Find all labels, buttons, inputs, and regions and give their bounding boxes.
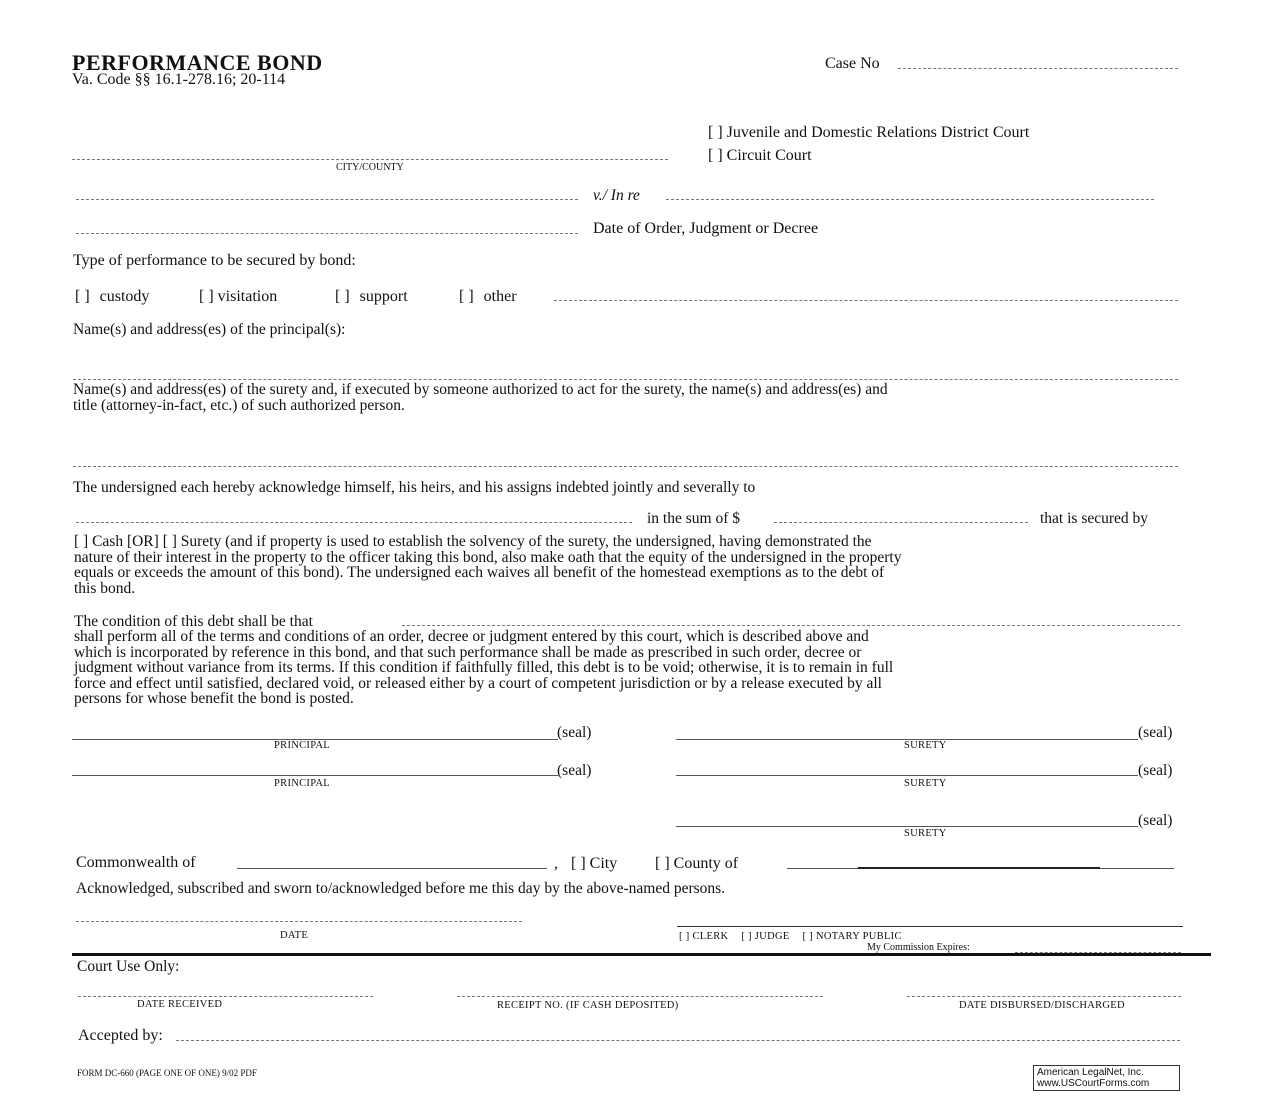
seal-label: (seal) <box>1138 762 1173 779</box>
bond-amount-field[interactable] <box>774 522 1028 523</box>
condition-party-field[interactable] <box>402 625 1180 626</box>
party-one-field[interactable] <box>76 199 578 200</box>
performance-option-other[interactable] <box>459 288 517 306</box>
principal-signature-line-2[interactable] <box>72 775 558 776</box>
acknowledgment-date-field[interactable] <box>76 921 522 922</box>
case-no-label: Case No <box>825 55 880 72</box>
custody-label: custody <box>99 288 150 305</box>
performance-option-support[interactable] <box>335 288 408 306</box>
court-option-circuit[interactable] <box>708 147 812 165</box>
checkbox-county[interactable]: [ ] <box>655 855 670 872</box>
date-received-caption: DATE RECEIVED <box>137 999 223 1010</box>
city-county-field[interactable] <box>72 159 668 160</box>
date-caption: DATE <box>280 930 309 941</box>
publisher-name: American LegalNet, Inc. <box>1037 1067 1144 1078</box>
court-use-divider <box>72 953 1211 956</box>
commonwealth-city-field[interactable] <box>237 868 547 869</box>
checkbox-cash[interactable]: [ ] <box>74 533 89 550</box>
city-label: City <box>589 855 618 872</box>
checkbox-jdr[interactable]: [ ] <box>708 124 723 141</box>
condition-paragraph <box>74 629 1186 707</box>
party-two-field[interactable] <box>666 199 1154 200</box>
cash-label: Cash [OR] <box>92 533 159 550</box>
other-performance-field[interactable] <box>554 300 1178 301</box>
checkbox-circuit[interactable]: [ ] <box>708 147 723 164</box>
city-option[interactable] <box>571 855 617 873</box>
statute-reference: Va. Code §§ 16.1-278.16; 20-114 <box>72 71 286 88</box>
date-of-order-field[interactable] <box>76 233 578 234</box>
date-disbursed-caption: DATE DISBURSED/DISCHARGED <box>959 1000 1125 1011</box>
surety-signature-line-2[interactable] <box>676 775 1138 776</box>
checkbox-visitation[interactable]: [ ] <box>199 288 214 305</box>
court-option-circuit-label: Circuit Court <box>726 147 812 164</box>
checkbox-clerk[interactable]: [ ] <box>679 931 690 942</box>
receipt-no-field[interactable] <box>457 996 823 997</box>
secured-by-label: that is secured by <box>1040 510 1149 527</box>
date-received-field[interactable] <box>78 996 373 997</box>
visitation-label: visitation <box>217 288 278 305</box>
condition-label: The condition of this debt shall be that <box>74 613 313 630</box>
condition-line-3: which is incorporated by reference in this bond, and that such performance shall be made as prescribed in such order, decree or <box>74 643 862 661</box>
surety-caption-2: SURETY <box>904 778 947 789</box>
surety-text: Surety (and if property is used to establish the solvency of the surety, the undersigned, having demonstrated the <box>180 533 872 550</box>
form-id: FORM DC-660 (PAGE ONE OF ONE) 9/02 PDF <box>77 1068 257 1078</box>
surety-label-line1: Name(s) and address(es) of the surety and, if executed by someone authorized to act for the surety, the name(s) and address(es) and <box>73 381 888 398</box>
condition-line-4: judgment without variance from its terms. If this condition if faithfully filled, this debt is to be void; otherwise, it is to remain in full <box>74 659 894 676</box>
publisher-box <box>1033 1065 1180 1091</box>
checkbox-notary[interactable]: [ ] <box>802 931 814 942</box>
seal-label: (seal) <box>557 762 592 779</box>
performance-option-visitation[interactable] <box>199 288 277 306</box>
county-name-field-overlay <box>858 867 1100 869</box>
obligee-field[interactable] <box>76 522 632 523</box>
court-option-jdr[interactable] <box>708 124 1029 142</box>
commission-expires-label: My Commission Expires: <box>867 942 970 953</box>
publisher-url: www.USCourtForms.com <box>1037 1078 1150 1089</box>
accepted-by-label: Accepted by: <box>78 1027 163 1044</box>
acknowledged-text: Acknowledged, subscribed and sworn to/acknowledged before me this day by the above-named persons. <box>76 880 726 897</box>
other-label: other <box>483 288 517 305</box>
page-title: PERFORMANCE BOND <box>72 50 323 75</box>
comma: , <box>554 855 558 872</box>
notary-label: NOTARY PUBLIC <box>815 931 902 942</box>
receipt-no-caption: RECEIPT NO. (IF CASH DEPOSITED) <box>497 1000 679 1011</box>
condition-line-5: force and effect until satisfied, declared void, or released either by a court of competent jurisdiction or by a release executed by all <box>74 674 882 692</box>
county-label: County of <box>673 855 739 872</box>
checkbox-other[interactable]: [ ] <box>459 288 474 305</box>
performance-option-custody[interactable] <box>75 288 149 306</box>
clerk-label: CLERK <box>692 931 729 942</box>
security-paragraph <box>74 534 1186 596</box>
seal-label: (seal) <box>557 724 592 741</box>
principals-field[interactable] <box>73 379 1178 380</box>
court-use-label: Court Use Only: <box>77 958 180 975</box>
condition-line-2: shall perform all of the terms and conditions of an order, decree or judgment entered by this court, which is described above and <box>74 628 869 645</box>
versus-label: v./ In re <box>593 187 640 204</box>
seal-label: (seal) <box>1138 812 1173 829</box>
principal-caption-2: PRINCIPAL <box>274 778 330 789</box>
judge-label: JUDGE <box>754 931 790 942</box>
security-line-4: this bond. <box>74 579 136 597</box>
checkbox-custody[interactable]: [ ] <box>75 288 90 305</box>
surety-label-line2: title (attorney-in-fact, etc.) of such authorized person. <box>73 397 405 414</box>
checkbox-support[interactable]: [ ] <box>335 288 350 305</box>
officer-signature-line[interactable] <box>677 926 1183 927</box>
sum-label: in the sum of $ <box>647 510 740 527</box>
surety-field[interactable] <box>73 466 1178 467</box>
officer-title-options <box>679 931 902 942</box>
checkbox-judge[interactable]: [ ] <box>741 931 752 942</box>
principals-label: Name(s) and address(es) of the principal(s): <box>73 321 346 338</box>
principal-caption-1: PRINCIPAL <box>274 740 330 751</box>
commonwealth-label: Commonwealth of <box>76 854 196 871</box>
condition-line-6: persons for whose benefit the bond is posted. <box>74 690 354 707</box>
security-line-3: equals or exceeds the amount of this bond). The undersigned each waives all benefit of the homestead exemptions as to the debt of <box>74 564 885 581</box>
date-of-order-label: Date of Order, Judgment or Decree <box>593 220 819 237</box>
surety-caption-3: SURETY <box>904 828 947 839</box>
court-option-jdr-label: Juvenile and Domestic Relations District Court <box>726 124 1030 141</box>
date-disbursed-field[interactable] <box>907 996 1181 997</box>
surety-caption-1: SURETY <box>904 740 947 751</box>
checkbox-surety[interactable]: [ ] <box>162 533 177 550</box>
performance-type-label: Type of performance to be secured by bond: <box>73 252 356 269</box>
case-no-field[interactable] <box>898 68 1178 69</box>
surety-signature-line-3[interactable] <box>676 826 1138 827</box>
city-county-caption: CITY/COUNTY <box>336 162 404 173</box>
seal-label: (seal) <box>1138 724 1173 741</box>
security-line-2: nature of their interest in the property to the officer taking this bond, also make oath that the equity of the undersigned in the property <box>74 548 902 566</box>
indebted-text: The undersigned each hereby acknowledge himself, his heirs, and his assigns indebted jointly and severally to <box>73 479 756 496</box>
support-label: support <box>359 288 408 305</box>
accepted-by-field[interactable] <box>176 1040 1180 1041</box>
county-option[interactable] <box>655 855 738 873</box>
checkbox-city[interactable]: [ ] <box>571 855 586 872</box>
